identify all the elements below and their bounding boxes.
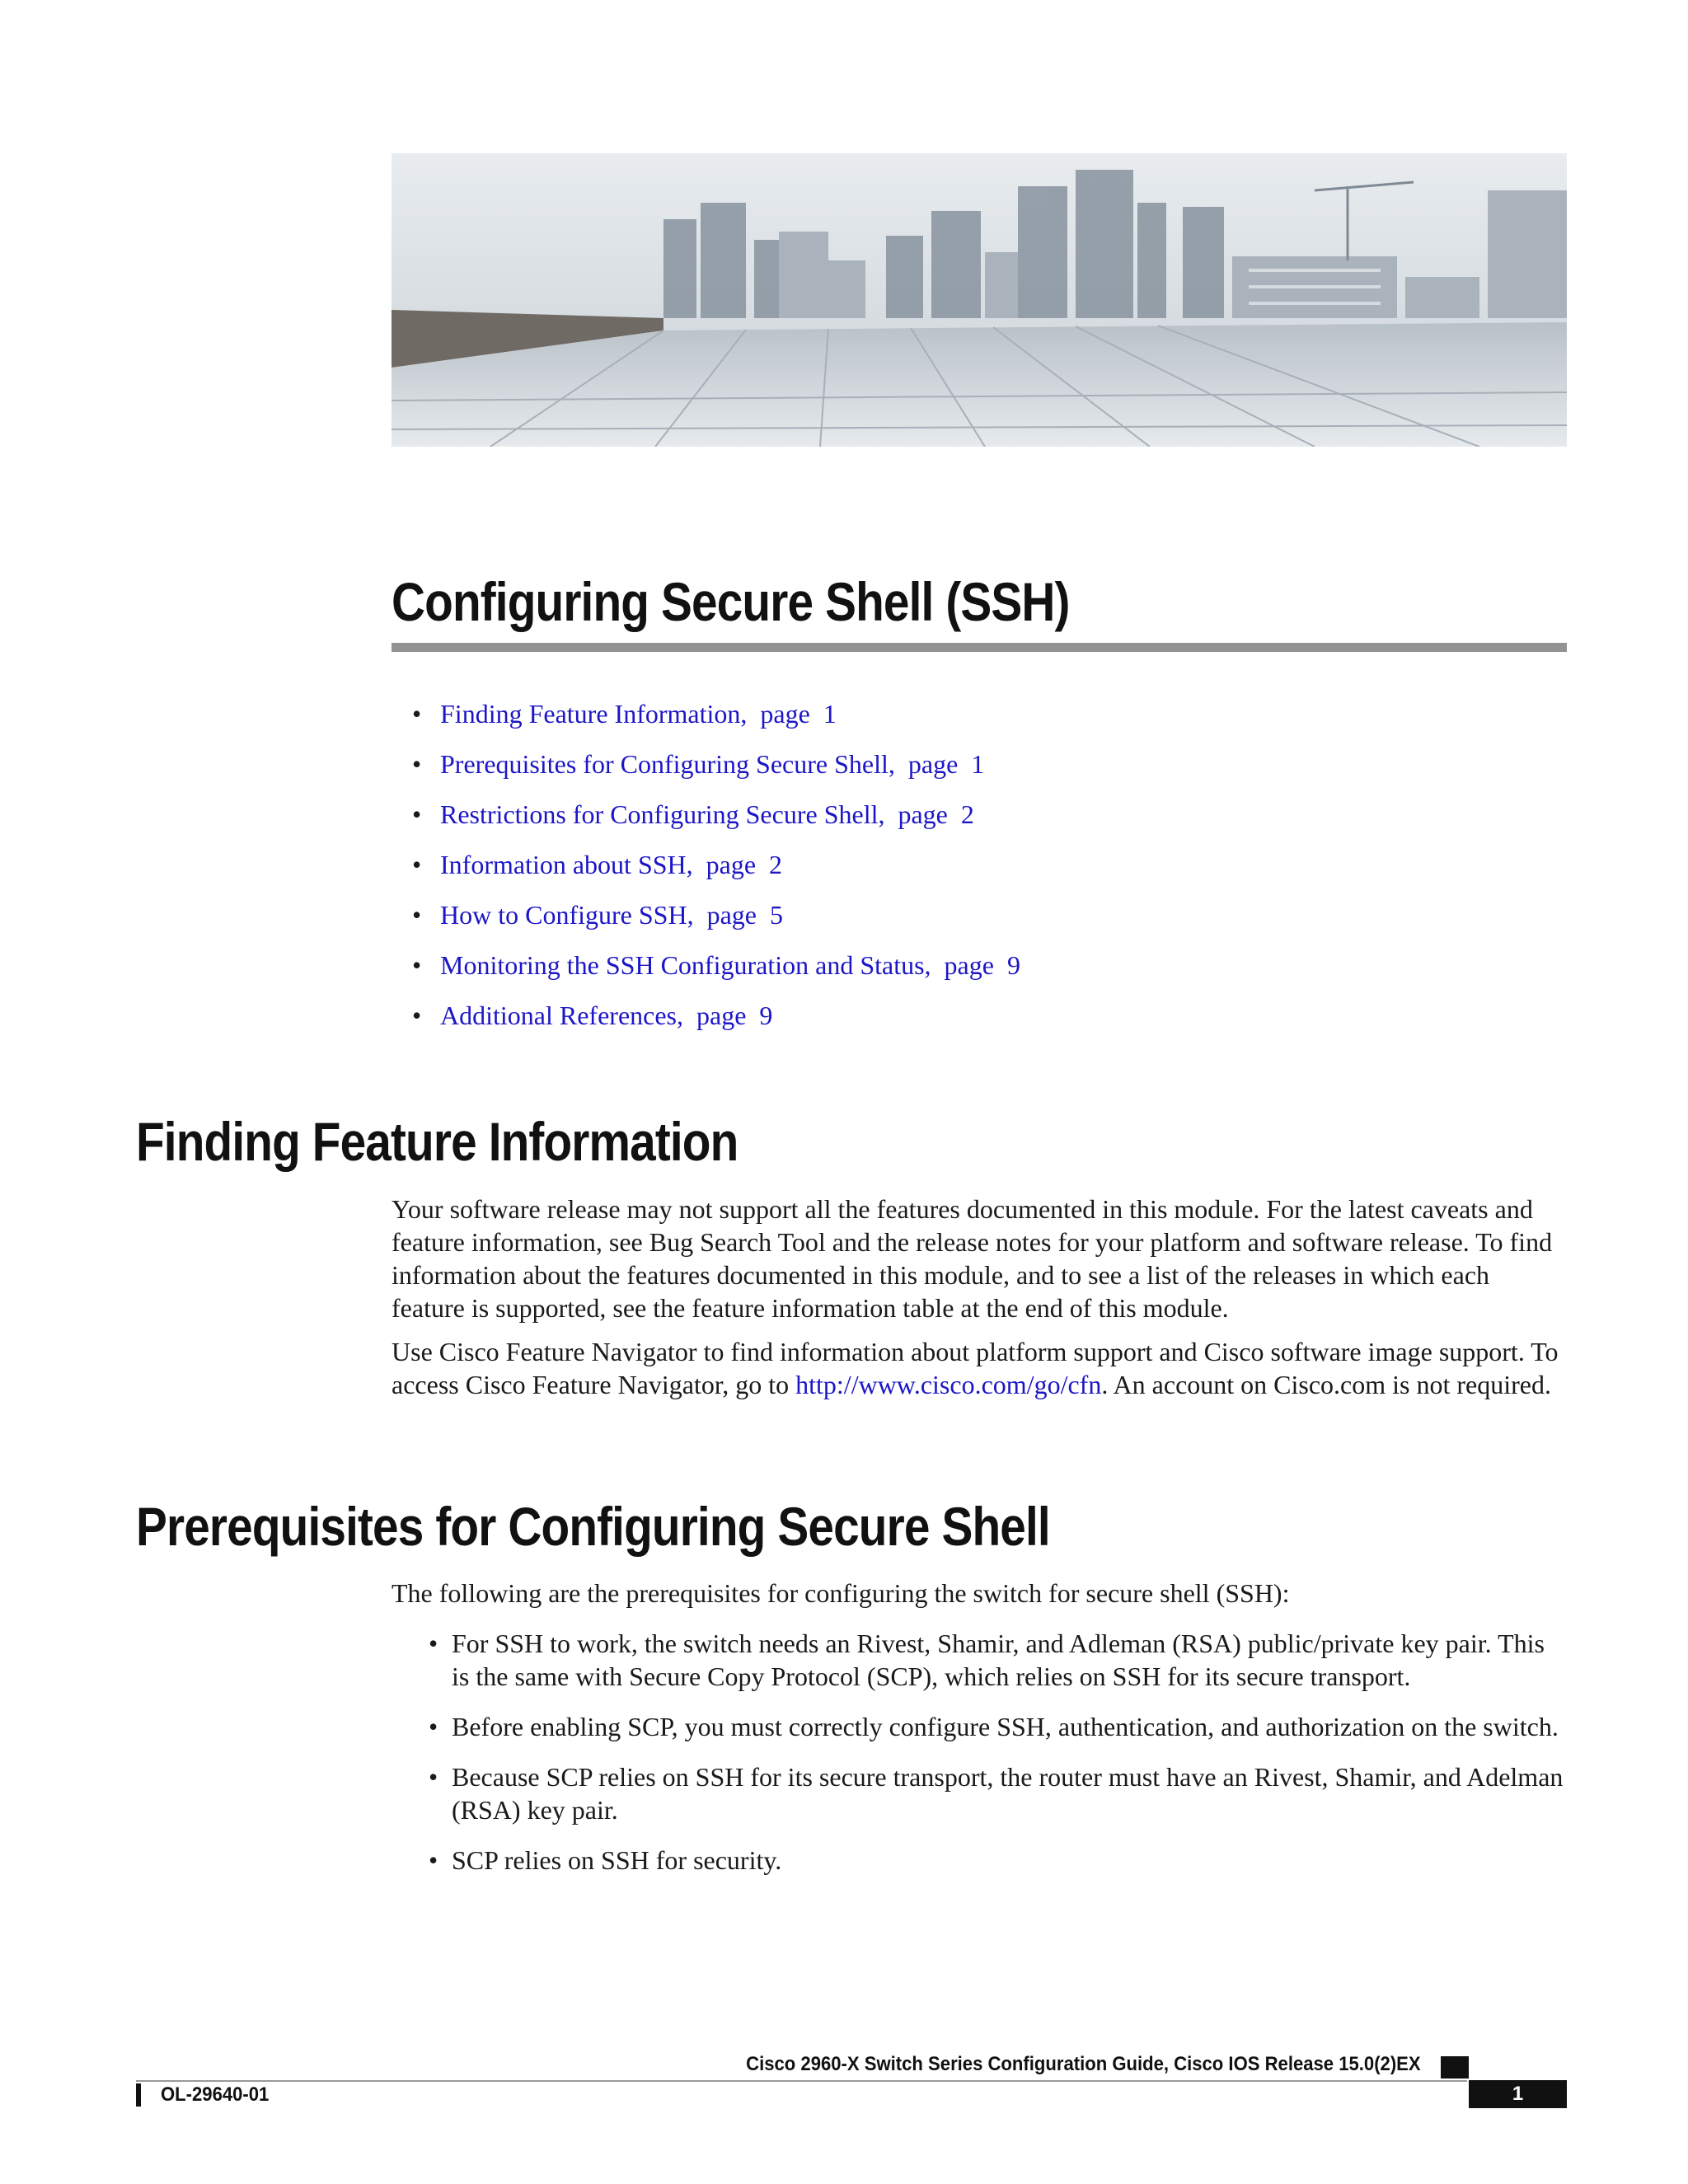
bullet-icon: •	[412, 900, 422, 930]
list-item	[429, 1844, 1567, 1877]
section-heading-finding-feature-information: Finding Feature Information	[136, 1111, 738, 1172]
footer-rule	[136, 2080, 1467, 2082]
list-item-text: Because SCP relies on SSH for its secure transport, the router must have an Rivest, Shamir, and Adelman (RSA) key pair.	[452, 1762, 1564, 1825]
list-item	[429, 1627, 1567, 1693]
bullet-icon: •	[412, 950, 422, 980]
toc-item	[412, 949, 1020, 999]
list-item-text: SCP relies on SSH for security.	[452, 1845, 782, 1875]
banner-image	[392, 153, 1567, 447]
finding-paragraph-1: Your software release may not support all the features documented in this module. For the latest caveats and feature information, see Bug Search Tool and the release notes for your platform and software release. To find information about the features documented in this module, and to see a list of the releases in which each feature is supported, see the feature information table at the end of this module.	[392, 1194, 1553, 1323]
bullet-icon: •	[412, 850, 422, 879]
prereq-intro: The following are the prerequisites for configuring the switch for secure shell (SSH):	[392, 1578, 1290, 1608]
toc-link[interactable]: Information about SSH, page 2	[440, 850, 783, 879]
title-rule	[392, 643, 1567, 652]
toc-link[interactable]: Finding Feature Information, page 1	[440, 699, 837, 729]
toc-item	[412, 697, 1020, 748]
list-item	[429, 1760, 1567, 1826]
bullet-icon: •	[412, 1001, 422, 1030]
toc-link[interactable]: Monitoring the SSH Configuration and Status, page 9	[440, 950, 1020, 980]
city-skyline-illustration	[392, 153, 1567, 447]
cisco-feature-navigator-link[interactable]: http://www.cisco.com/go/cfn	[795, 1370, 1102, 1399]
toc-link[interactable]: How to Configure SSH, page 5	[440, 900, 783, 930]
toc-item	[412, 999, 1020, 1049]
page-number: 1	[1469, 2080, 1567, 2108]
bullet-icon: •	[412, 799, 422, 829]
bullet-icon: •	[429, 1629, 438, 1658]
bullet-icon: •	[429, 1712, 438, 1741]
footer-block	[1441, 2056, 1469, 2079]
toc-link[interactable]: Prerequisites for Configuring Secure Shell, page 1	[440, 749, 985, 779]
toc-item	[412, 748, 1020, 798]
toc-item	[412, 898, 1020, 949]
finding-paragraph-2	[392, 1335, 1567, 1401]
prereq-list	[429, 1627, 1567, 1894]
footer-doc-marker	[136, 2083, 141, 2107]
footer-guide-title: Cisco 2960-X Switch Series Configuration Guide, Cisco IOS Release 15.0(2)EX	[746, 2053, 1421, 2075]
toc-link[interactable]: Additional References, page 9	[440, 1001, 773, 1030]
finding-paragraph-2-text: Use Cisco Feature Navigator to find information about platform support and Cisco software image support. To access Cisco Feature Navigator, go to	[392, 1337, 1559, 1399]
bullet-icon: •	[412, 749, 422, 779]
bullet-icon: •	[429, 1845, 438, 1875]
chapter-toc	[412, 697, 1020, 1049]
list-item-text: Before enabling SCP, you must correctly configure SSH, authentication, and authorization on the switch.	[452, 1712, 1559, 1741]
finding-paragraph-2-text-end: . An account on Cisco.com is not required.	[1101, 1370, 1551, 1399]
list-item	[429, 1710, 1567, 1743]
footer-doc-number: OL-29640-01	[161, 2083, 270, 2106]
chapter-title: Configuring Secure Shell (SSH)	[392, 571, 1070, 632]
bullet-icon: •	[412, 699, 422, 729]
toc-link[interactable]: Restrictions for Configuring Secure Shell, page 2	[440, 799, 974, 829]
toc-item	[412, 798, 1020, 848]
bullet-icon: •	[429, 1762, 438, 1792]
list-item-text: For SSH to work, the switch needs an Rivest, Shamir, and Adleman (RSA) public/private key pair. This is the same with Secure Copy Protocol (SCP), which relies on SSH for its secure transport.	[452, 1629, 1545, 1691]
section-heading-prerequisites: Prerequisites for Configuring Secure Shell	[136, 1496, 1050, 1557]
toc-item	[412, 848, 1020, 898]
